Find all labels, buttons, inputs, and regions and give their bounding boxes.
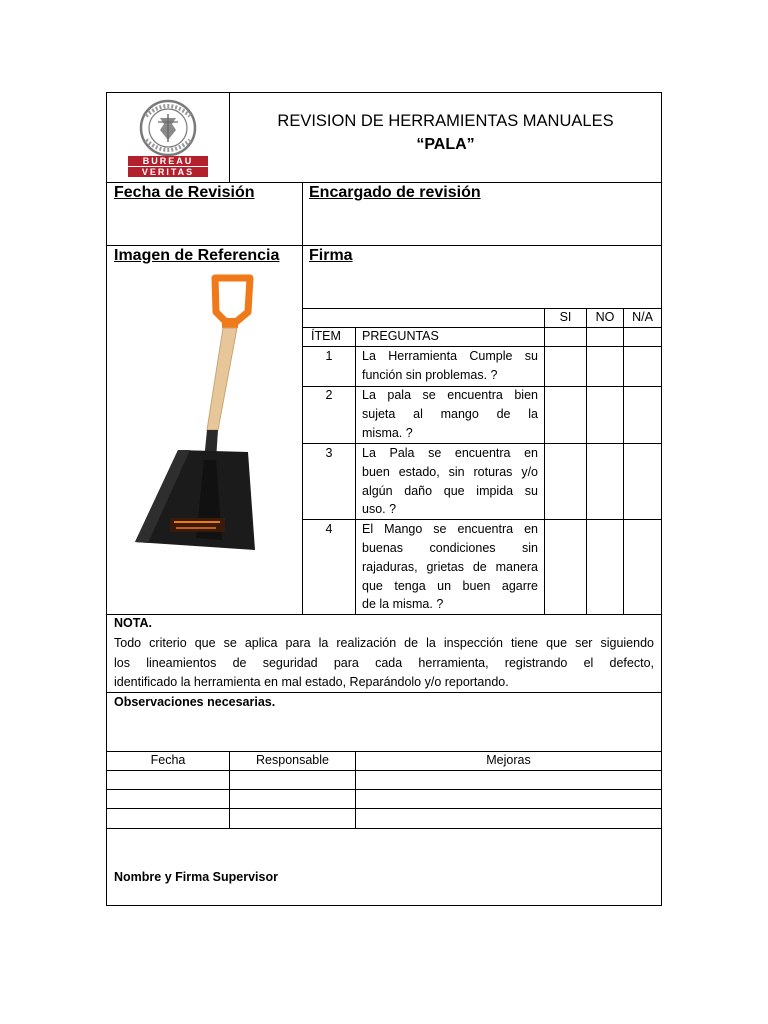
nota-line: los lineamientos de seguridad para cada herramienta, registrando el defecto, [114,656,654,670]
row-question-line: La Pala se encuentra en [362,446,538,460]
row-question-line: uso. ? [362,502,397,516]
col-si-header: SI [559,310,572,324]
logo-bar-bottom-text: VERITAS [141,167,195,177]
row-question-line: función sin problemas. ? [362,368,498,382]
encargado-field[interactable] [303,205,661,244]
check-na-cell[interactable] [624,520,661,614]
row-question-line: El Mango se encuentra en [362,522,538,536]
row-item-number: 1 [325,349,333,363]
row-question-line: que tenga un buen agarre [362,579,538,593]
form-title: REVISION DE HERRAMIENTAS MANUALES [277,112,614,130]
row-question-line: sujeta al mango de la [362,407,538,421]
row-item-number: 2 [325,388,333,402]
check-si-cell[interactable] [545,347,586,386]
check-no-cell[interactable] [587,347,623,386]
firma-label: Firma [309,247,353,264]
row-question-line: misma. ? [362,426,413,440]
fecha-revision-field[interactable] [107,205,302,244]
check-si-cell[interactable] [545,520,586,614]
col-responsable-header: Responsable [256,753,329,767]
encargado-label: Encargado de revisión [309,184,481,201]
check-na-cell[interactable] [624,444,661,519]
nota-line: identificado la herramienta en mal estado, Reparándolo y/o reportando. [114,675,509,689]
row-item-number: 3 [325,446,333,460]
col-mejoras-header: Mejoras [486,753,531,767]
row-question-line: algún daño que impida su [362,484,538,498]
col-preguntas-header: PREGUNTAS [362,329,439,343]
nota-title: NOTA. [114,616,152,630]
supervisor-signature-field[interactable] [107,829,661,867]
logo-bar-top-text: BUREAU [142,156,194,166]
check-na-cell[interactable] [624,387,661,443]
row-question-line: de la misma. ? [362,597,444,611]
col-na-header: N/A [632,310,653,324]
nota-line: Todo criterio que se aplica para la realización de la inspección tiene que ser siguiendo [114,636,654,650]
row-question-line: La Herramienta Cumple su [362,349,538,363]
row-question-line: rajaduras, grietas de manera [362,560,538,574]
col-fecha-header: Fecha [150,753,186,767]
company-logo [124,96,212,180]
check-no-cell[interactable] [587,387,623,443]
observaciones-field[interactable] [107,712,661,750]
imagen-referencia-label: Imagen de Referencia [114,247,280,264]
fecha-revision-label: Fecha de Revisión [114,184,255,201]
check-si-cell[interactable] [545,387,586,443]
shovel-icon [130,270,280,560]
row-question-line: buenas condiciones sin [362,541,538,555]
row-question-line: buen estado, sin roturas y/o [362,465,538,479]
col-item-header: ÍTEM [311,329,341,343]
table-row[interactable] [107,771,661,789]
table-row[interactable] [107,809,661,828]
col-no-header: NO [595,310,615,324]
form-subtitle: “PALA” [416,136,475,153]
check-no-cell[interactable] [587,520,623,614]
row-item-number: 4 [325,522,333,536]
table-row[interactable] [107,790,661,808]
check-no-cell[interactable] [587,444,623,519]
supervisor-label: Nombre y Firma Supervisor [114,870,278,884]
check-si-cell[interactable] [545,444,586,519]
observaciones-label: Observaciones necesarias. [114,695,276,709]
row-question-line: La pala se encuentra bien [362,388,538,402]
check-na-cell[interactable] [624,347,661,386]
firma-field[interactable] [303,268,661,307]
reference-image [130,270,280,560]
